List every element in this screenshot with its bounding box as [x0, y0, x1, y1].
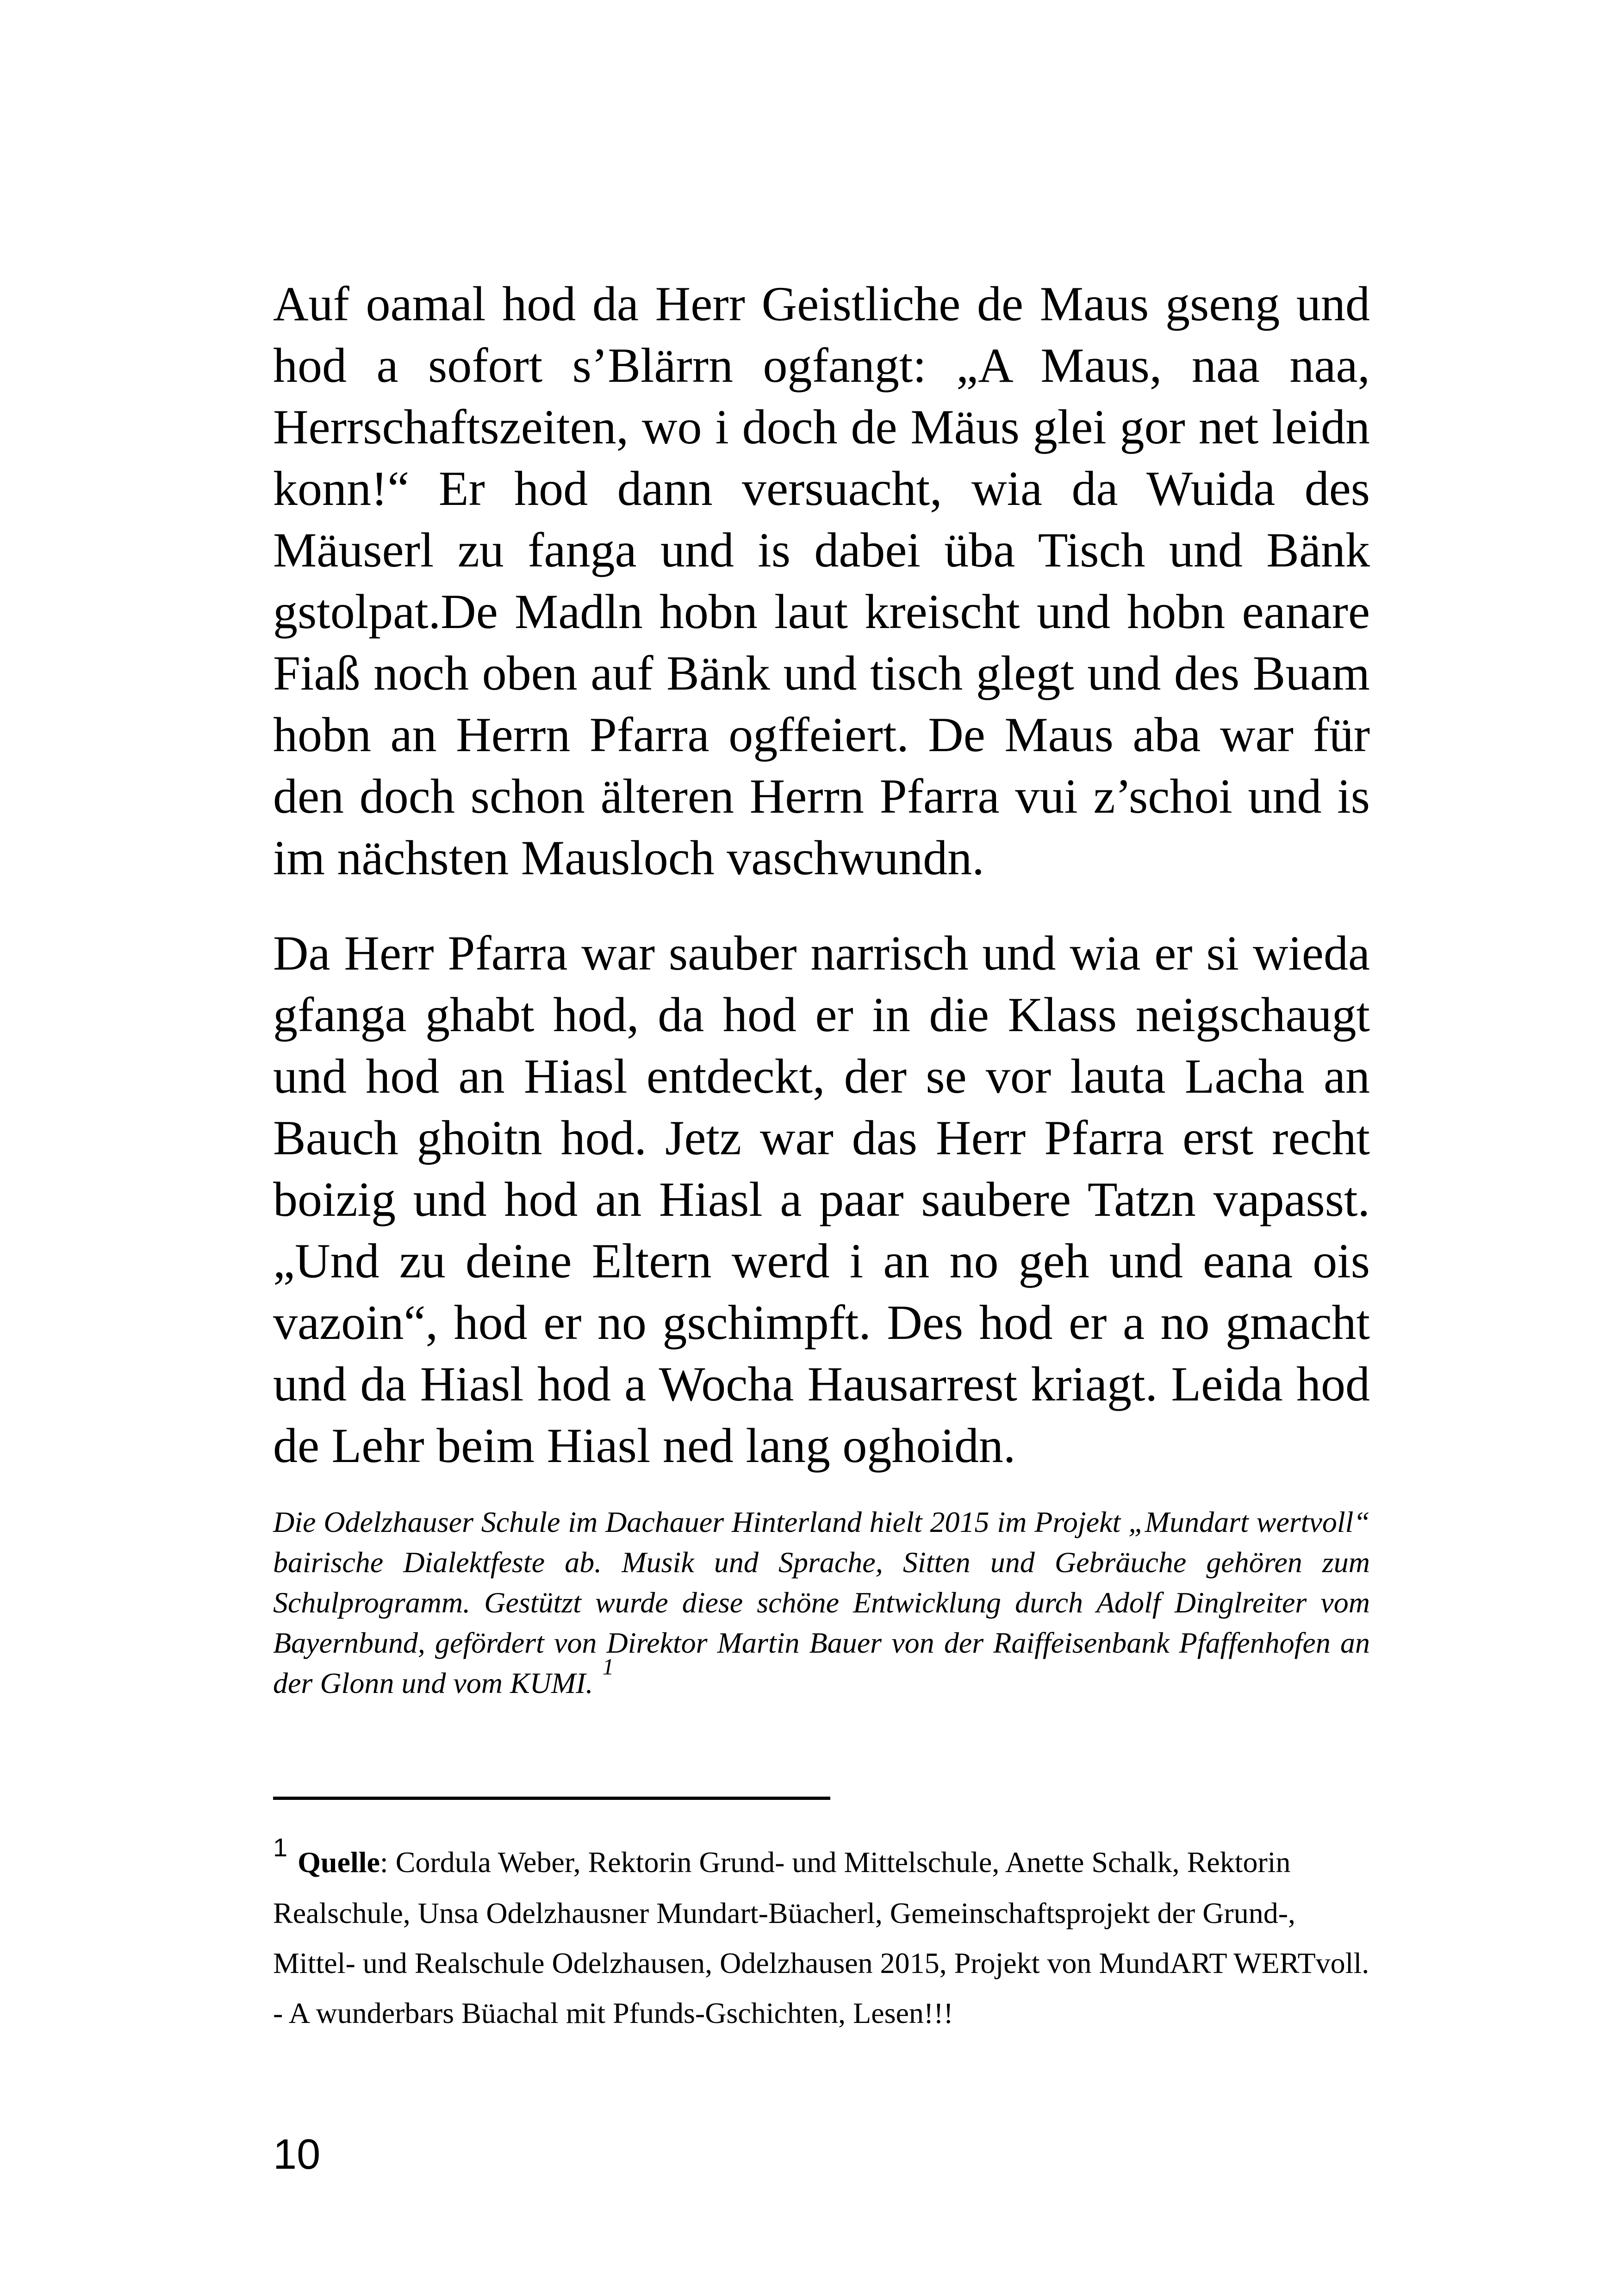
footnote-separator [273, 1797, 830, 1800]
footnote-text: : Cordula Weber, Rektorin Grund- und Mittelschule, Anette Schalk, Rektorin Realschule, Unsa Odelzhausner Mundart-Büacherl, Gemeinschaftsprojekt der Grund-, Mittel- und Realschule Odelzhausen, Odelzhausen 2015, Projekt von MundART WERTvoll. - A wunderbars Büachal mit Pfunds-Gschichten, Lesen!!! [273, 1846, 1369, 2029]
footnote-label: Quelle [298, 1846, 380, 1879]
footnote-reference[interactable]: 1 [602, 1654, 614, 1680]
caption-text: Die Odelzhauser Schule im Dachauer Hinterland hielt 2015 im Projekt „Mundart wertvoll“ bairische Dialektfeste ab. Musik und Sprache, Sitten und Gebräuche gehören zum Schulprogramm. Gestützt wurde diese schöne Entwicklung durch Adolf Dinglreiter vom Bayernbund, gefördert von Direktor Martin Bauer von der Raiffeisenbank Pfaffenhofen an der Glonn und vom KUMI. [273, 1506, 1370, 1699]
page-number: 10 [273, 2131, 321, 2178]
body-paragraph-1: Auf oamal hod da Herr Geistliche de Maus gseng und hod a sofort s’Blärrn ogfangt: „A Maus, naa naa, Herrschaftszeiten, wo i doch de Mäus glei gor net leidn konn!“ Er hod dann versuacht, wia da Wuida des Mäuserl zu fanga und is dabei üba Tisch und Bänk gstolpat.De Madln hobn laut kreischt und hobn eanare Fiaß noch oben auf Bänk und tisch glegt und des Buam hobn an Herrn Pfarra ogffeiert. De Maus aba war für den doch schon älteren Herrn Pfarra vui z’schoi und is im nächsten Mausloch vaschwundn. [273, 277, 1370, 885]
footnote-number: 1 [273, 1833, 288, 1862]
caption-note [273, 1502, 1370, 1705]
footnote [273, 1833, 1370, 2038]
body-paragraph-2: Da Herr Pfarra war sauber narrisch und wia er si wieda gfanga ghabt hod, da hod er in die Klass neigschaugt und hod an Hiasl entdeckt, der se vor lauta Lacha an Bauch ghoitn hod. Jetz war das Herr Pfarra erst recht boizig und hod an Hiasl a paar saubere Tatzn vapasst. „Und zu deine Eltern werd i an no geh und eana ois vazoin“, hod er no gschimpft. Des hod er a no gmacht und da Hiasl hod a Wocha Hausarrest kriagt. Leida hod de Lehr beim Hiasl ned lang oghoidn. [273, 926, 1370, 1473]
